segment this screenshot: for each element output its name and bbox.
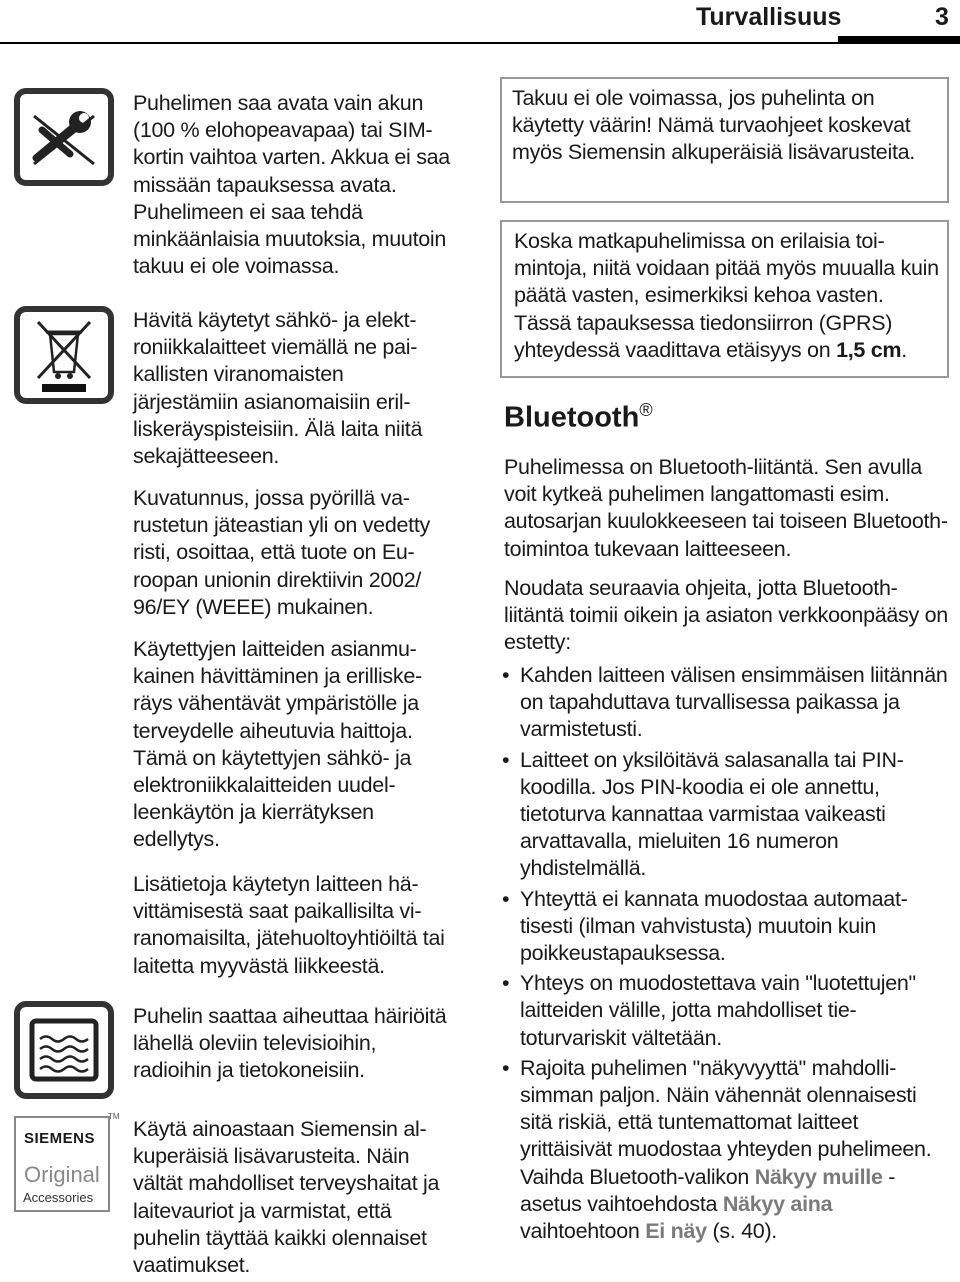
bluetooth-intro-para: Puhelimessa on Bluetooth-liitäntä. Sen avulla voit kytkeä puhelimen langattomasti esim. autosarjan kuulokkeeseen tai toiseen Bluetooth-toimintoa tukevaan laitteeseen. bbox=[504, 455, 948, 561]
distance-notice-body: Koska matkapuhelimissa on erilaisia toimintoja, niitä voidaan pitää myös muualla kuin päätä vasten, esimerkiksi kehoa vasten. Tässä tapauksessa tiedonsiirron (GPRS) yhteydessä vaadittava etäisyys on bbox=[514, 229, 939, 362]
list-item-text: vaihtoehtoon bbox=[520, 1219, 640, 1244]
left-para-open-phone: Puhelimen saa avata vain akun (100 % elohopeavapaa) tai SIM-kortin vaihtoa varten. Akkua ei saa missään tapauksessa avata. Puhelimeen ei saa tehdä minkäänlaisia muutoksia, muutoin takuu ei ole voimassa. bbox=[133, 91, 450, 279]
registered-mark: ® bbox=[639, 400, 653, 420]
warranty-notice-text: Takuu ei ole voimassa, jos puhelinta on käytetty väärin! Nämä turvaohjeet koskevat myös Siemensin alkuperäisiä lisävarusteita. bbox=[512, 86, 915, 165]
list-item-text: Yhteys on muodostettava vain "luotettujen" laitteiden välille, jotta mahdolliset tietoturvariskit vältetään. bbox=[520, 971, 916, 1050]
logo-trademark: TM bbox=[108, 1112, 120, 1121]
list-item-text: Laitteet on yksilöitävä salasanalla tai PIN-koodilla. Jos PIN-koodia ei ole annettu, tietoturva kannattaa varmistaa vaikeasti arvattavalla, mieluiten 16 numeron yhdistelmällä. bbox=[520, 747, 904, 881]
heading-text: Bluetooth bbox=[504, 401, 640, 434]
list-item bbox=[500, 886, 949, 968]
distance-notice-text bbox=[514, 228, 939, 364]
list-item bbox=[500, 747, 949, 883]
logo-line-original: Original bbox=[24, 1162, 100, 1187]
list-item bbox=[500, 662, 949, 744]
menu-option-visible-to-others: Näkyy muille bbox=[754, 1164, 883, 1189]
no-tools-icon bbox=[14, 88, 114, 186]
page-header-title: Turvallisuus bbox=[696, 3, 842, 31]
siemens-original-accessories-logo bbox=[14, 1112, 120, 1212]
left-para-more-info: Lisätietoja käytetyn laitteen hävittämisestä saat paikallisilta viranomaisilta, jätehuoltoyhtiöiltä tai laitetta myyvästä liikkeestä. bbox=[133, 872, 445, 978]
menu-option-not-visible: Ei näy bbox=[645, 1219, 707, 1244]
list-item bbox=[500, 1055, 949, 1245]
section-heading-bluetooth bbox=[504, 400, 653, 435]
distance-value: 1,5 cm bbox=[836, 337, 902, 362]
tv-interference-icon bbox=[14, 1001, 114, 1099]
list-item bbox=[500, 970, 949, 1052]
weee-bin-icon bbox=[14, 306, 114, 404]
warranty-notice-box bbox=[500, 77, 949, 203]
bluetooth-guidelines-list bbox=[500, 662, 949, 1245]
list-item-text: (s. 40). bbox=[712, 1219, 777, 1244]
distance-notice-end: . bbox=[901, 337, 907, 362]
distance-notice-box bbox=[500, 220, 949, 378]
menu-option-always-visible: Näkyy aina bbox=[722, 1191, 833, 1216]
list-item-text: Yhteyttä ei kannata muodostaa automaattisesti (ilman vahvistusta) muutoin kuin poikkeustapauksessa. bbox=[520, 886, 908, 966]
logo-line-accessories: Accessories bbox=[23, 1190, 94, 1205]
list-item-text: Rajoita puhelimen "näkyvyyttä" mahdollisimman paljon. Näin vähennät olennaisesti sitä riskiä, että tuntemattomat laitteet yrittäisivät muodostaa yhteyden puhelimeen. Vaihda Bluetooth-valikon bbox=[520, 1055, 932, 1189]
left-para-interference: Puhelin saattaa aiheuttaa häiriöitä lähellä oleviin televisioihin, radioihin ja tietokoneisiin. bbox=[133, 1004, 447, 1083]
list-item-text: Kahden laitteen välisen ensimmäisen liitännän on tapahduttava turvallisessa paikassa ja varmistetusti. bbox=[520, 663, 948, 742]
left-para-original-accessories: Käytä ainoastaan Siemensin alkuperäisiä lisävarusteita. Näin vältät mahdolliset terveyshaitat ja laitevauriot ja varmistat, että puhelin täyttää kaikki olennaiset vaatimukset. bbox=[133, 1117, 440, 1278]
page-number: 3 bbox=[935, 3, 949, 31]
left-para-weee-symbol: Kuvatunnus, jossa pyörillä varustetun jäteastian yli on vedetty risti, osoittaa, että tuote on Euroopan unionin direktiivin 2002/ 96/EY (WEEE) mukainen. bbox=[133, 486, 430, 619]
bluetooth-guidelines-para: Noudata seuraavia ohjeita, jotta Bluetoothliitäntä toimii oikein ja asiaton verkkoonpääsy on estetty: bbox=[504, 576, 948, 655]
left-para-disposal: Hävitä käytetyt sähkö- ja elektroniikkalaitteet viemällä ne paikallisten viranomaisten järjestämiin asianomaisiin erilliskeräyspisteisiin. Älä laita niitä sekajätteeseen. bbox=[133, 308, 423, 469]
header-rule-tab bbox=[838, 36, 960, 44]
logo-brand: SIEMENS bbox=[24, 1130, 96, 1147]
header-rule bbox=[0, 42, 960, 44]
left-para-recycling: Käytettyjen laitteiden asianmukainen hävittäminen ja erilliskeräys vähentävät ympäristölle ja terveydelle aiheutuvia haittoja. Tämä on käytettyjen sähkö- ja elektroniikkalaitteiden uudelleenkäytön ja kierrätyksen edellytys. bbox=[133, 637, 423, 852]
list-item-text: -asetus vaihtoehdosta bbox=[520, 1164, 896, 1216]
